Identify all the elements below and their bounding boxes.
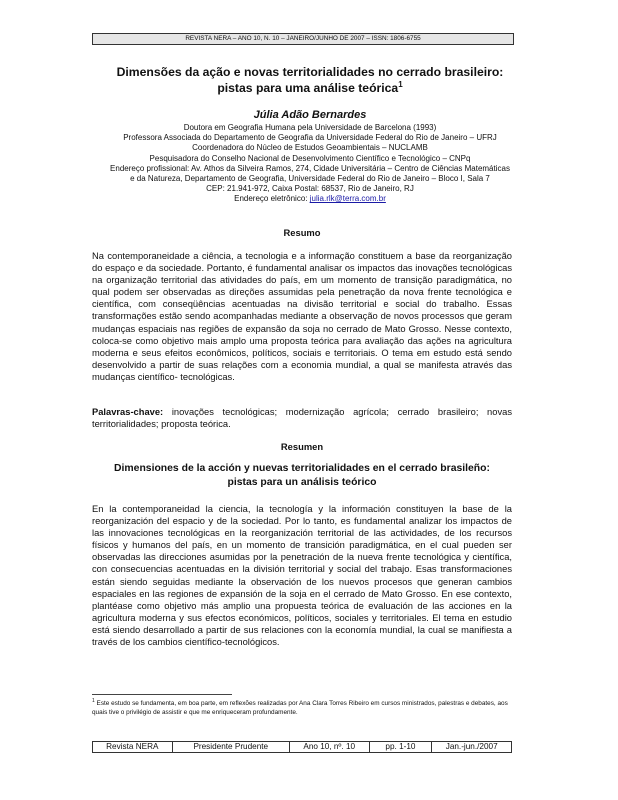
resumen-title-line-2: pistas para un análisis teórico (227, 476, 377, 488)
resumen-title-line-1: Dimensiones de la acción y nuevas territorialidades en el cerrado brasileño: (114, 463, 490, 474)
affiliation-line: Coordenadora do Núcleo de Estudos Geoambientais – NUCLAMB (192, 143, 428, 153)
footer-journal: Revista NERA (93, 742, 173, 753)
keywords-label: Palavras-chave: (92, 407, 164, 417)
footnote-mark: 1 (92, 697, 95, 704)
footer-date: Jan.-jun./2007 (432, 742, 512, 753)
title-line-1: Dimensões da ação e novas territorialidades no cerrado brasileiro: (116, 65, 504, 79)
affiliation-line: Doutora em Geografia Humana pela Universidade de Barcelona (1993) (183, 123, 437, 132)
footer-volume: Ano 10, nº. 10 (289, 742, 369, 753)
journal-header: REVISTA NERA – ANO 10, N. 10 – JANEIRO/JUNHO DE 2007 – ISSN: 1806-6755 (92, 33, 514, 45)
email-link[interactable]: julia.rlk@terra.com.br (309, 194, 386, 204)
author-name: Júlia Adão Bernardes (253, 109, 367, 121)
title-line-2: pistas para uma análise teórica (217, 81, 399, 95)
footnote-divider (92, 694, 232, 695)
email-line (70, 194, 550, 204)
resumen-text: En la contemporaneidad la ciencia, la tecnología y la información constituyen la base de la reorganización del espacio y de la sociedad. Por lo tanto, es fundamental analizar los impactos de las innovaciones tecnológicas en la reorganización territorial de las actividades, de los recursos físicos y humanos del país, en un momento de transición paradigmática, en el cual pueden ser observadas las direcciones asumidas por la penetración de la nueva frente tecnológica y científica, con consecuencias acentuadas en la división territorial y social del trabajo. Esas transformaciones están siendo seguidas mediante la observación de los nuevos procesos que generan cambios espaciales en las regiones de expansión de la soja en el cerrado de Mato Grosso. En ese contexto, plantéase como objetivo más amplio una propuesta teórica de evaluación de las acciones en la agricultura moderna y sus efectos económicos, políticos, sociales y territoriales. El tema en estudio está siendo desarrollado a partir de sus relaciones con la economía mundial, la cual se manifiesta a través de los cambios científico-tecnológicos. (92, 504, 512, 648)
affiliation-line: CEP: 21.941-972, Caixa Postal: 68537, Rio de Janeiro, RJ (206, 184, 414, 194)
title-footnote-mark: 1 (398, 79, 403, 89)
affiliation-line: Professora Associada do Departamento de Geografia da Universidade Federal do Rio de Janeiro – UFRJ (123, 133, 497, 143)
page-footer (92, 741, 512, 753)
resumen-heading: Resumen (280, 441, 324, 452)
email-label: Endereço eletrônico: (234, 194, 310, 204)
resumo-heading: Resumo (283, 227, 321, 238)
resumen-title (92, 462, 512, 489)
footer-city: Presidente Prudente (172, 742, 289, 753)
footer-pages: pp. 1-10 (369, 742, 432, 753)
footnote-text: Este estudo se fundamenta, em boa parte, em reflexões realizadas por Ana Clara Torres Ribeiro em cursos ministrados, palestras e debates, aos quais tive o privilégio de assistir e que me enriqueceram profundamente. (92, 700, 508, 716)
resumo-text: Na contemporaneidade a ciência, a tecnologia e a informação constituem a base da reorganização do espaço e da sociedade. Portanto, é fundamental analisar os impactos das inovações tecnológicas na organização territorial das atividades do país, em um momento de transição paradigmática, no qual podem ser observadas as direções assumidas pela penetração da nova frente tecnológica e científica, com conseqüências acentuadas na divisão territorial e social do trabalho. Essas transformações estão sendo acompanhadas mediante a observação de novos processos que geram mudanças espaciais nas regiões de expansão da soja no cerrado de Mato Grosso. Nesse contexto, coloca-se como objetivo mais amplo uma proposta teórica para avaliação das ações na agricultura moderna e seus efeitos econômicos, políticos, sociais e territoriais. O tema em estudo está sendo desenvolvido a partir de suas relações com a economia mundial, a qual se manifesta através das mudanças científico- tecnológicas. (92, 251, 512, 382)
affiliation-line: Endereço profissional: Av. Athos da Silveira Ramos, 274, Cidade Universitária – Centro de Ciências Matemáticas (110, 163, 510, 173)
affiliation-line: Pesquisadora do Conselho Nacional de Desenvolvimento Científico e Tecnológico – CNPq (149, 153, 471, 163)
footnote (92, 699, 512, 717)
keywords-text: inovações tecnológicas; modernização agrícola; cerrado brasileiro; novas territorialidades; proposta teórica. (92, 407, 512, 430)
affiliation-line: e da Natureza, Departamento de Geografia, Universidade Federal do Rio de Janeiro – Bloco I, Sala 7 (130, 174, 490, 184)
paper-title (60, 64, 560, 96)
author-affiliation (70, 123, 550, 205)
keywords-paragraph (92, 406, 512, 430)
